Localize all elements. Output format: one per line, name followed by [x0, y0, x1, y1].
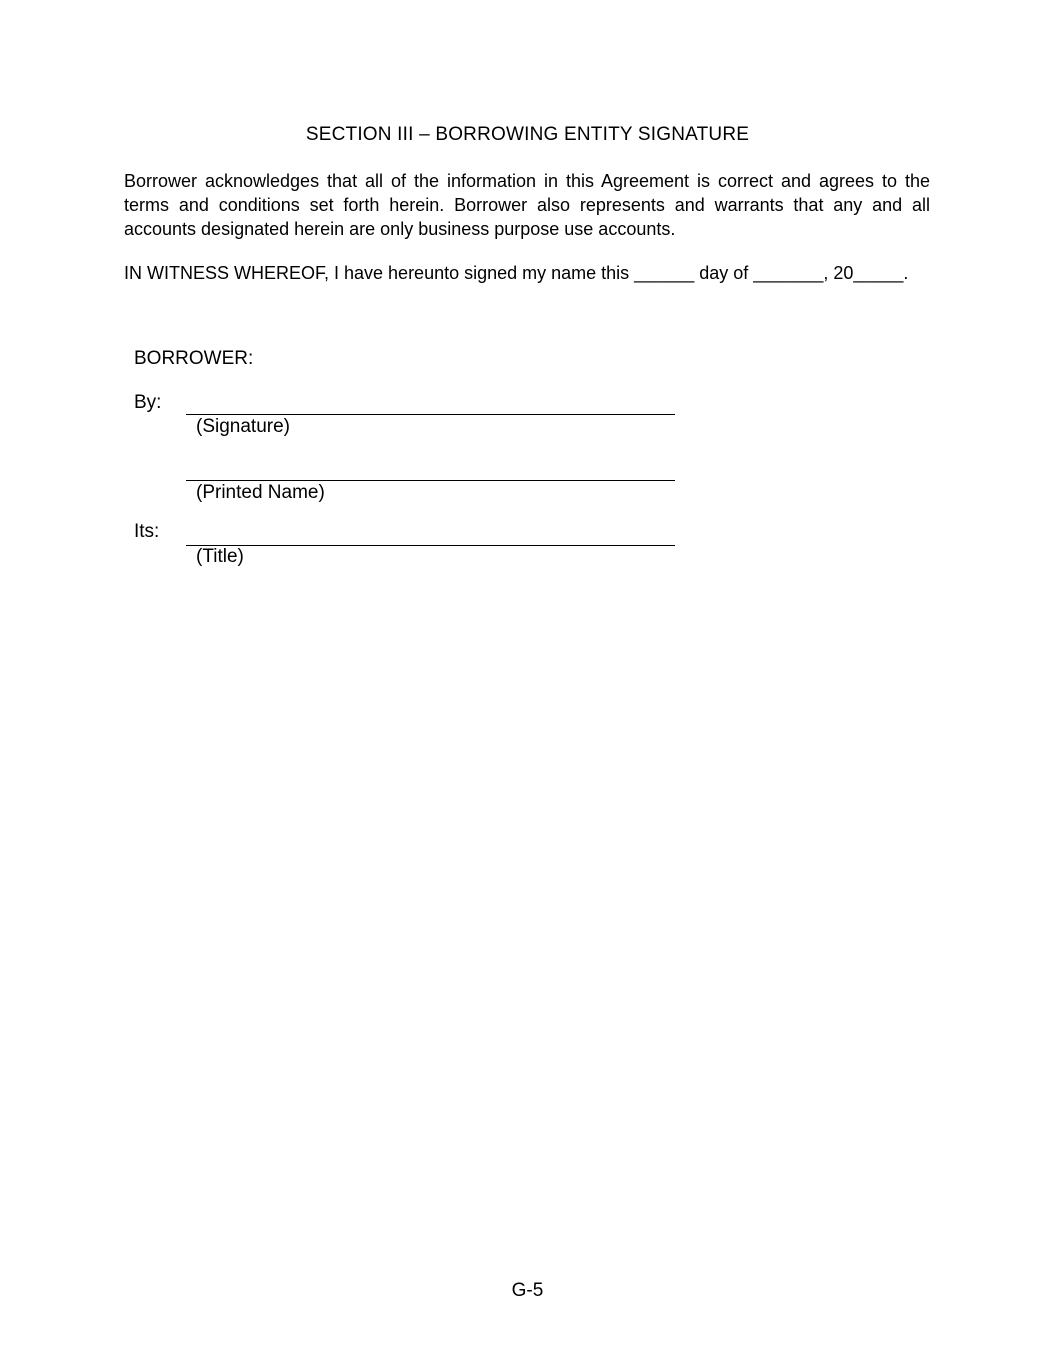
page-number: G-5 [511, 1280, 544, 1301]
title-line[interactable] [186, 545, 675, 546]
section-heading: SECTION III – BORROWING ENTITY SIGNATURE [305, 124, 750, 145]
by-label: By: [134, 392, 162, 413]
title-caption: (Title) [196, 546, 244, 567]
its-label: Its: [134, 521, 160, 542]
printed-name-caption: (Printed Name) [196, 482, 325, 503]
signature-caption: (Signature) [196, 416, 290, 437]
borrower-label: BORROWER: [134, 348, 254, 369]
printed-name-line[interactable] [186, 480, 675, 481]
acknowledgement-paragraph: Borrower acknowledges that all of the information in this Agreement is correct and agrees to the terms and conditions set forth herein. Borrower also represents and warrants that any and all accounts designated herein are only business purpose use accounts. [124, 171, 930, 239]
witness-paragraph: IN WITNESS WHEREOF, I have hereunto signed my name this ______ day of _______, 20_____. [124, 263, 909, 283]
signature-line[interactable] [186, 414, 675, 415]
